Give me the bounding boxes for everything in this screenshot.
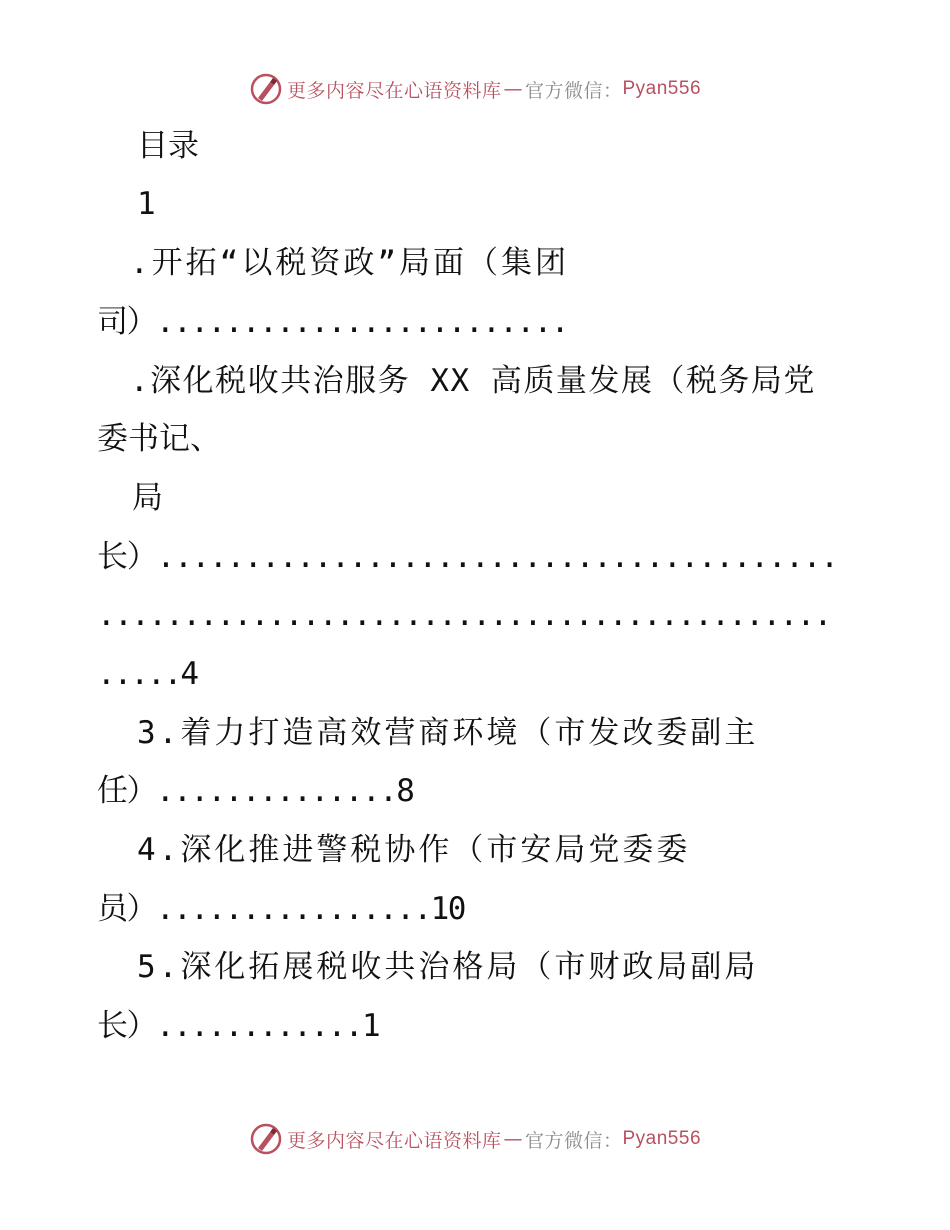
toc-line: .开拓“以税资政”局面（集团 (130, 245, 569, 281)
toc-line: 员）................10 (97, 891, 465, 927)
toc-line: 3.着力打造高效营商环境（市发改委副主 (137, 715, 759, 751)
toc-line: 长）....................................... (97, 539, 838, 575)
watermark-label: 官方微信： (524, 1129, 623, 1152)
header-watermark (0, 72, 950, 106)
toc-line: 1 (137, 186, 156, 222)
watermark-dash: — (503, 78, 523, 100)
toc-line: 局 (132, 480, 163, 516)
toc-line: 任）..............8 (97, 773, 414, 809)
toc-line: 4.深化推进警税协作（市安局党委委 (137, 832, 691, 868)
toc-title: 目录 (137, 128, 199, 164)
toc-line: 5.深化拓展税收共治格局（市财政局副局 (137, 949, 759, 985)
toc-line: ........................................... (97, 597, 831, 633)
watermark-dash: — (503, 1128, 523, 1150)
pen-logo-icon (249, 72, 283, 106)
toc-line: .深化税收共治服务 XX 高质量发展（税务局党 (130, 363, 816, 399)
toc-line: 长）............1 (97, 1008, 380, 1044)
watermark-label: 官方微信： (524, 79, 623, 102)
toc-line: 司）........................ (97, 304, 568, 340)
footer-watermark (0, 1122, 950, 1156)
toc-line: .....4 (97, 656, 197, 692)
watermark-text: 更多内容尽在心语资料库 (286, 1129, 502, 1152)
watermark-id: Pyan556 (622, 1128, 702, 1149)
toc-line: 委书记、 (97, 421, 221, 457)
pen-logo-icon (249, 1122, 283, 1156)
watermark-id: Pyan556 (622, 78, 702, 99)
watermark-text: 更多内容尽在心语资料库 (286, 79, 502, 102)
